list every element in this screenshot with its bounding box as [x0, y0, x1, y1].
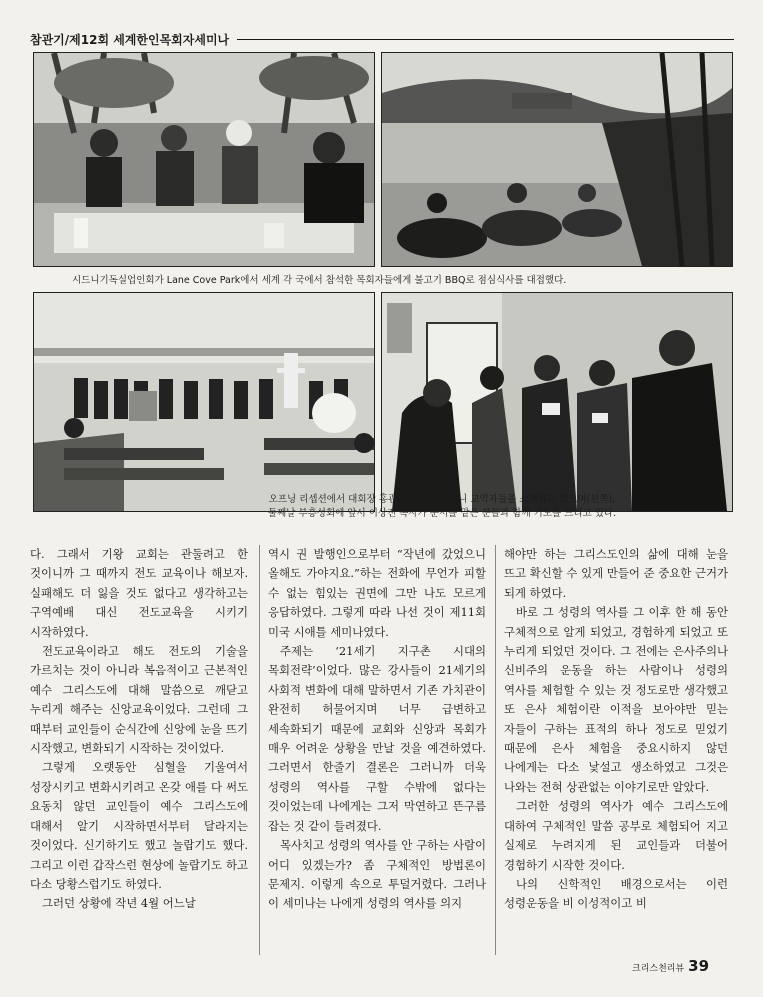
header-rule — [237, 39, 734, 40]
paragraph: 나의 신학적인 배경으로서는 이런 성령운동을 비 이성적이고 비 — [504, 876, 728, 911]
page-number: 39 — [688, 957, 710, 975]
caption-top: 시드니기독실업인회가 Lane Cove Park에서 세계 각 국에서 참석한 목회자들에게 불고기 BBQ로 점심식사를 대접했다. — [72, 275, 567, 286]
text-column-1 — [30, 545, 248, 914]
column-divider — [495, 545, 496, 955]
paragraph: 다. 그래서 기왕 교회는 관둘려고 한 것이니까 그 때까지 전도 교육이나 해보자. 실패해도 더 잃을 것도 없다고 생각하고는 구역예배 대신 전도교육을 시키기 시작하였다. — [30, 547, 248, 639]
paragraph: 바로 그 성령의 역사를 그 이후 한 해 동안 구체적으로 알게 되었고, 경험하게 되었고 또 누리게 되었던 것이다. 그 전에는 은사주의나 신비주의 운동을 하는 사람이나 성령의 역사를 체험할 수 있는 것 정도로만 생각했고 또 은사 체험이란 이적을 보아야만 믿는 자들이 구하는 표적의 하나 정도로 믿었기 때문에 은사 체험을 중요시하지 않던 나에게는 다소 낯설고 생소하였고 그것은 나와는 전혀 상관없는 이야기로만 알았다. — [504, 605, 728, 794]
caption-bottom — [162, 493, 722, 521]
caption-bottom-line1: 오프닝 리셉션에서 대회장 홍관표 목사가 시드니 교역자들을 소개하고 있으며(왼쪽), — [268, 494, 616, 505]
column-divider — [259, 545, 260, 955]
running-header — [30, 28, 734, 50]
magazine-name: 크리스천리뷰 — [632, 964, 685, 974]
paragraph: 역시 권 발행인으로부터 “작년에 갔었으니 올해도 가야지요.”하는 전화에 무언가 피할 수 없는 힘있는 권면에 그만 나도 모르게 응답하였다. 그렇게 따라 나선 것이 제11회 미국 시애틀 세미나였다. — [268, 547, 486, 639]
paragraph: 해야만 하는 그리스도인의 삶에 대해 눈을 뜨고 확신할 수 있게 만들어 준 중요한 근거가 되게 하였다. — [504, 547, 728, 600]
page-footer — [632, 957, 709, 975]
paragraph: 그러한 성령의 역사가 예수 그리스도에 대하여 구체적인 말씀 공부로 체험되어 지고 실제로 누려지게 된 교인들과 더불어 경험하기 시작한 것이다. — [504, 799, 728, 872]
photo-lakeside-seated — [381, 52, 733, 267]
paragraph: 전도교육이라고 해도 전도의 기술을 가르치는 것이 아니라 복음적이고 근본적인 예수 그리스도에 대해 말씀으로 깨닫고 누리게 해주는 신앙교육이었다. 그런데 그 때부터 교인들이 순식간에 신앙에 눈을 뜨기 시작했고, 변화되기 시작하는 것이었다. — [30, 644, 248, 756]
caption-bottom-line2: 둘째날 부흥성회에 앞서 이상진 목사가 순서를 맡은 분들과 함께 기도를 드리고 있다. — [267, 508, 617, 519]
paragraph: 그렇게 오랫동안 심혈을 기울여서 성장시키고 변화시키려고 온갖 애를 다 써도 요동치 않던 교인들이 예수 그리스도에 대해서 알기 시작하면서부터 달라지는 것이었다. 신기하기도 했고 놀랍기도 했다. 그리고 이런 갑작스런 현상에 놀랍기도 하고 다소 당황스럽기도 하였다. — [30, 760, 248, 891]
paragraph: 목사치고 성령의 역사를 안 구하는 사람이 어디 있겠는가? 좀 구체적인 방법론이 문제지. 이렇게 속으로 투덜거렸다. 그러나 이 세미나는 나에게 성령의 역사를 의지 — [268, 838, 486, 911]
photo-opening-reception — [33, 292, 375, 512]
text-column-3 — [504, 545, 728, 914]
photo-prayer-revival — [381, 292, 733, 512]
paragraph: 주제는 ‘21세기 지구촌 시대의 목회전략’이었다. 많은 강사들이 21세기의 사회적 변화에 대해 말하면서 기존 가치관이 완전히 허물어지며 너무 급변하고 세속화되기 때문에 교회와 신앙과 목회가 매우 어려운 상황을 만날 것을 예견하였다. 그러면서 한줄기 결론은 그러니까 더욱 성령의 역사를 구할 수밖에 없다는 것이었는데 나에게는 그저 막연하고 뜬구름 잡는 것 같이 들려졌다. — [268, 644, 486, 833]
photo-picnic-bbq — [33, 52, 375, 267]
paragraph: 그러던 상황에 작년 4월 어느날 — [42, 896, 196, 911]
header-title: 참관기/제12회 세계한인목회자세미나 — [30, 32, 230, 47]
text-column-2 — [268, 545, 486, 914]
